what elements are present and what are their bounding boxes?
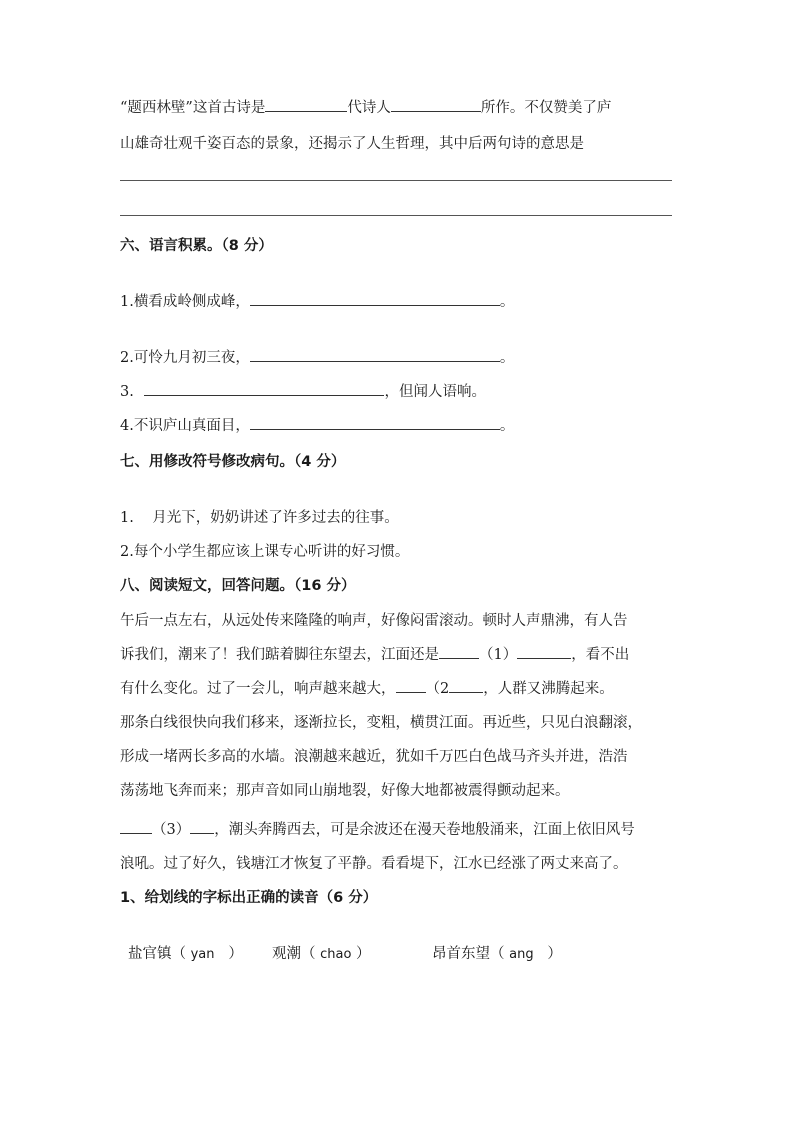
pinyin-answer[interactable]: ang <box>509 947 534 962</box>
fill-blank[interactable] <box>396 680 426 693</box>
fill-blank[interactable] <box>190 821 214 834</box>
pinyin-answer[interactable]: yan <box>190 947 215 962</box>
poet-blank[interactable] <box>391 99 481 112</box>
item-prefix: 3. <box>120 384 139 400</box>
fill-blank[interactable] <box>517 646 571 659</box>
pinyin-item-3 <box>432 942 562 963</box>
passage-text: ，看不出 <box>571 647 630 663</box>
passage-line-5: 形成一堵两长多高的水墙。浪潮越来越近，犹如千万匹白色战马齐头并进，浩浩 <box>120 749 628 765</box>
open-paren: （ <box>301 946 316 962</box>
passage-line-2 <box>120 643 629 664</box>
passage-text: 有什么变化。过了一会儿，响声越来越大， <box>120 681 396 697</box>
section-6-item-2 <box>120 346 514 367</box>
intro-text-1: “题西林壁”这首古诗是 <box>120 100 266 116</box>
item-suffix: ，但闻人语响。 <box>384 384 486 400</box>
item-suffix: 。 <box>499 350 515 366</box>
fill-blank[interactable] <box>250 293 500 306</box>
fill-blank[interactable] <box>250 417 500 430</box>
intro-text-2: 代诗人 <box>347 100 391 116</box>
pinyin-item-1 <box>128 942 243 963</box>
blank-number: （1） <box>479 647 518 663</box>
intro-text-3: 所作。不仅赞美了庐 <box>480 100 612 116</box>
passage-line-4: 那条白线很快向我们移来，逐渐拉长，变粗，横贯江面。再近些，只见白浪翻滚， <box>120 715 642 731</box>
blank-number: （3） <box>152 822 191 838</box>
open-paren: （ <box>490 946 505 962</box>
close-paren: ） <box>228 946 243 962</box>
passage-line-6: 荡荡地飞奔而来；那声音如同山崩地裂，好像大地都被震得颤动起来。 <box>120 783 570 799</box>
pinyin-answer[interactable]: chao <box>320 947 352 962</box>
passage-line-8: 浪吼。过了好久，钱塘江才恢复了平静。看看堤下，江水已经涨了两丈来高了。 <box>120 856 628 872</box>
section-7-item-2: 2.每个小学生都应该上课专心听讲的好习惯。 <box>120 544 410 560</box>
dynasty-blank[interactable] <box>265 99 347 112</box>
poem-intro-line-2: 山雄奇壮观千姿百态的景象，还揭示了人生哲理，其中后两句诗的意思是 <box>120 136 584 152</box>
pinyin-word: 昂首东望 <box>432 946 490 962</box>
section-6-item-3 <box>120 380 486 401</box>
passage-text: ，人群又沸腾起来。 <box>483 681 614 697</box>
passage-text: 诉我们，潮来了！我们踮着脚往东望去，江面还是 <box>120 647 439 663</box>
blank-number: （2 <box>425 681 450 697</box>
pinyin-item-2 <box>272 942 371 963</box>
open-paren: （ <box>171 946 186 962</box>
section-6-item-4 <box>120 414 514 435</box>
fill-blank[interactable] <box>144 383 384 396</box>
answer-line-2[interactable] <box>120 215 672 216</box>
question-1-title: 1、给划线的字标出正确的读音（6 分） <box>120 890 378 906</box>
item-suffix: 。 <box>499 418 515 434</box>
passage-line-3 <box>120 677 614 698</box>
answer-line-1[interactable] <box>120 180 672 181</box>
section-6-title: 六、语言积累。（8 分） <box>120 238 273 254</box>
item-prefix: 1.横看成岭侧成峰， <box>120 294 250 310</box>
section-7-item-1: 1. 月光下，奶奶讲述了许多过去的往事。 <box>120 510 399 526</box>
item-suffix: 。 <box>499 294 515 310</box>
fill-blank[interactable] <box>250 349 500 362</box>
item-prefix: 4.不识庐山真面目， <box>120 418 250 434</box>
pinyin-word: 观潮 <box>272 946 301 962</box>
section-6-item-1 <box>120 290 514 311</box>
passage-line-1: 午后一点左右，从远处传来隆隆的响声，好像闷雷滚动。顿时人声鼎沸，有人告 <box>120 613 628 629</box>
fill-blank[interactable] <box>439 646 479 659</box>
passage-text: ，潮头奔腾西去，可是余波还在漫天卷地般涌来，江面上依旧风号 <box>214 822 635 838</box>
section-8-title: 八、阅读短文，回答问题。（16 分） <box>120 578 356 594</box>
pinyin-word: 盐官镇 <box>128 946 172 962</box>
close-paren: ） <box>356 946 371 962</box>
fill-blank[interactable] <box>449 680 483 693</box>
fill-blank[interactable] <box>120 821 152 834</box>
passage-line-7 <box>120 818 635 839</box>
item-prefix: 2.可怜九月初三夜， <box>120 350 250 366</box>
close-paren: ） <box>547 946 562 962</box>
section-7-title: 七、用修改符号修改病句。（4 分） <box>120 454 346 470</box>
poem-intro-line-1 <box>120 96 611 117</box>
